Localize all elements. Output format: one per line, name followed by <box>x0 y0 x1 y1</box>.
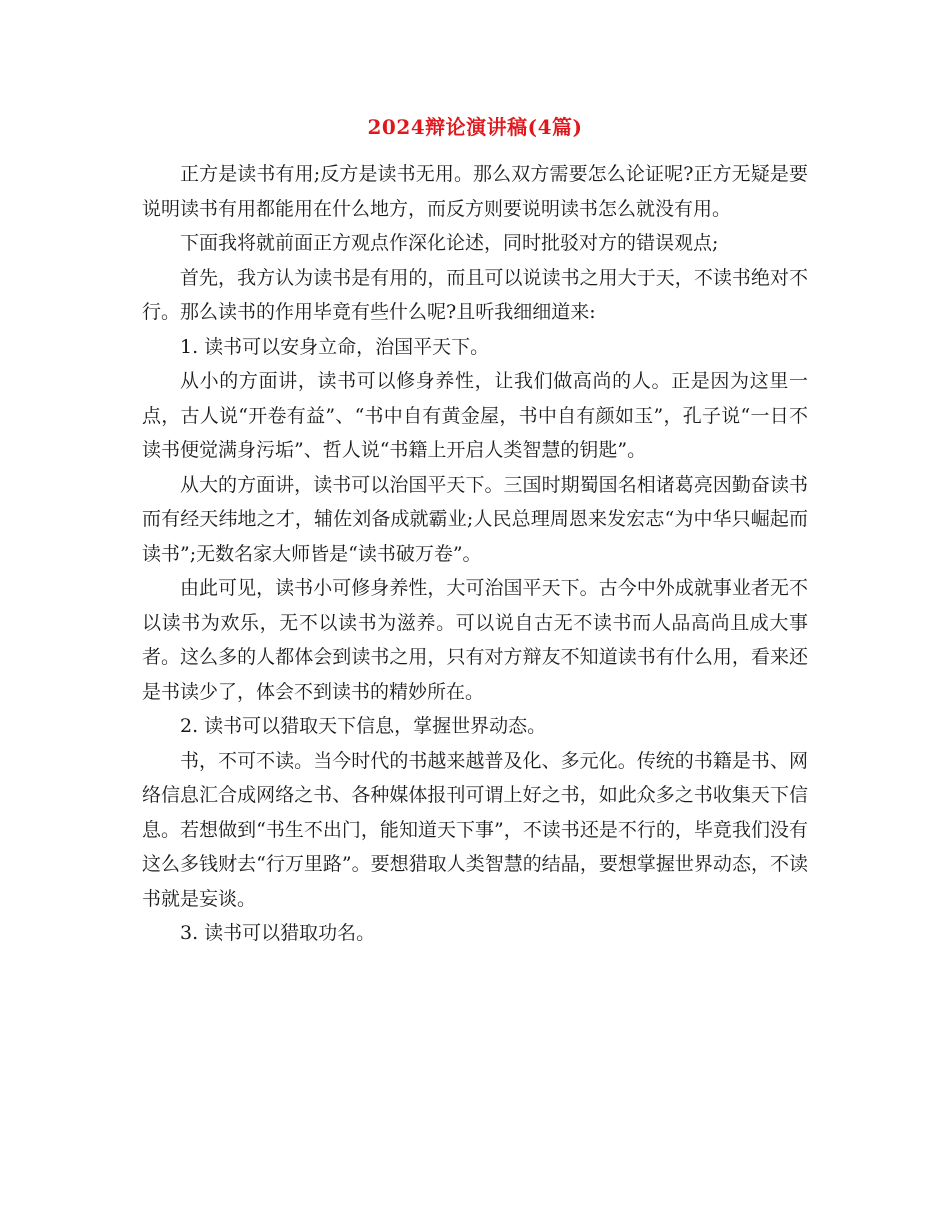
document-body <box>142 157 808 951</box>
paragraph: 正方是读书有用;反方是读书无用。那么双方需要怎么论证呢?正方无疑是要说明读书有用都能用在什么地方，而反方则要说明读书怎么就没有用。 <box>142 163 808 220</box>
paragraph: 书，不可不读。当今时代的书越来越普及化、多元化。传统的书籍是书、网络信息汇合成网络之书、各种媒体报刊可谓上好之书，如此众多之书收集天下信息。若想做到“书生不出门，能知道天下事”，不读书还是不行的，毕竟我们没有这么多钱财去“行万里路”。要想猎取人类智慧的结晶，要想掌握世界动态，不读书就是妄谈。 <box>142 749 808 910</box>
numbered-heading: 3. 读书可以猎取功名。 <box>180 922 376 944</box>
paragraph: 首先，我方认为读书是有用的，而且可以说读书之用大于天，不读书绝对不行。那么读书的作用毕竟有些什么呢?且听我细细道来: <box>142 266 808 323</box>
numbered-heading: 1. 读书可以安身立命，治国平天下。 <box>180 335 490 358</box>
numbered-heading: 2. 读书可以猎取天下信息，掌握世界动态。 <box>180 715 547 737</box>
paragraph: 从大的方面讲，读书可以治国平天下。三国时期蜀国名相诸葛亮因勤奋读书而有经天纬地之才，辅佐刘备成就霸业;人民总理周恩来发宏志“为中华只崛起而读书”;无数名家大师皆是“读书破万卷”。 <box>142 473 808 565</box>
paragraph: 下面我将就前面正方观点作深化论述，同时批驳对方的错误观点; <box>180 232 719 254</box>
paragraph: 由此可见，读书小可修身养性，大可治国平天下。古今中外成就事业者无不以读书为欢乐，无不以读书为滋养。可以说自古无不读书而人品高尚且成大事者。这么多的人都体会到读书之用，只有对方辩友不知道读书有什么用，看来还是书读少了，体会不到读书的精妙所在。 <box>142 577 808 703</box>
document-title: 2024辩论演讲稿(4篇) <box>367 115 583 139</box>
paragraph: 从小的方面讲，读书可以修身养性，让我们做高尚的人。正是因为这里一点，古人说“开卷有益”、“书中自有黄金屋，书中自有颜如玉”，孔子说“一日不读书便觉满身污垢”、哲人说“书籍上开启人类智慧的钥匙”。 <box>142 370 808 461</box>
